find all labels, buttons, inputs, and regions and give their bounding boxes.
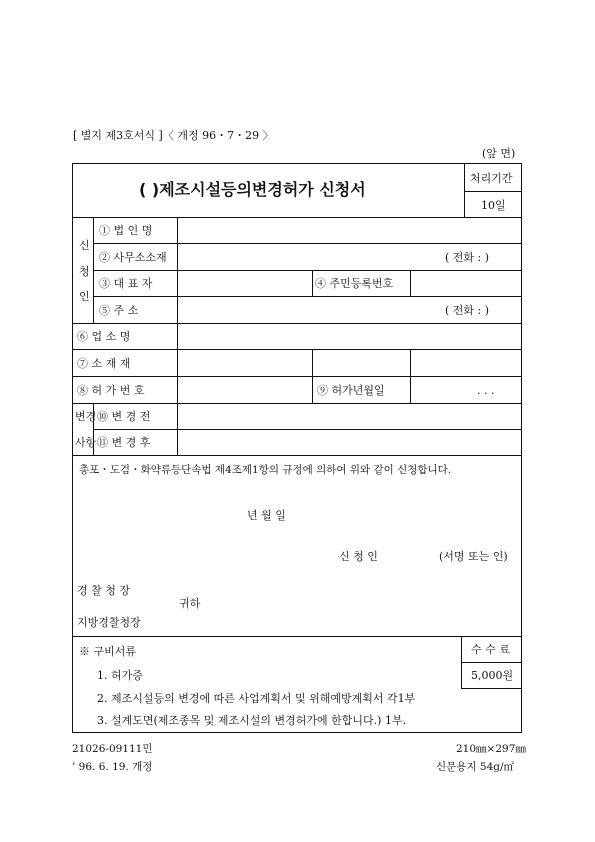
revision-note: ’ 96. 6. 19. 개정 [72, 761, 153, 773]
change-group-char-1: 변경 [75, 410, 97, 423]
recipient-honorific: 귀하 [179, 597, 201, 610]
rule-corp [93, 243, 521, 244]
rule-change-mid [93, 429, 521, 430]
applicant-group-char-3: 인 [79, 290, 90, 303]
fee-label: 수 수 료 [471, 643, 510, 656]
permit-date-value: . . . [477, 384, 495, 397]
rule-business [73, 349, 521, 350]
rule-processing-mid [464, 191, 521, 192]
document-item-2: 2. 제조시설등의 변경에 따른 사업계획서 및 위해예방계획서 각1부 [97, 692, 416, 705]
rule-change-bottom [73, 455, 521, 456]
rule-documents-top [73, 636, 521, 637]
rule-permit [73, 403, 521, 404]
applicant-group-char-2: 청 [79, 265, 90, 278]
document-item-3: 3. 설계도면(제조종목 및 제조시설의 변경허가에 한합니다.) 1부. [97, 714, 407, 727]
document-item-1: 1. 허가증 [97, 669, 143, 682]
paper-type: 신문용지 54g/㎡ [436, 761, 515, 773]
rule-mid-col-b [312, 349, 313, 403]
rule-rep [93, 296, 521, 297]
address-phone-label: ( 전화 : ) [445, 304, 490, 317]
applicant-sign-label: 신 청 인 [339, 550, 378, 563]
corp-name-label: ① 법 인 명 [99, 224, 153, 237]
resident-number-label: ④ 주민등록번호 [315, 277, 394, 290]
recipient-provincial-police: 지방경찰청장 [77, 616, 141, 629]
office-location-label: ② 사무소소재 [99, 251, 167, 264]
rule-right-col-a [410, 270, 411, 296]
office-phone-label: ( 전화 : ) [445, 251, 490, 264]
location-label: ⑦ 소 재 재 [77, 357, 131, 370]
form-code: 21026-09111민 [72, 743, 153, 755]
rule-fee-bottom [461, 688, 521, 689]
legal-statement: 총포・도검・화약류등단속법 제4조제1항의 규정에 의하여 위와 같이 신청합니다. [79, 464, 452, 476]
form-number-label: [ 별지 제3호서식 ]〈 개정 96・7・29 〉 [73, 129, 274, 142]
processing-period-value: 10일 [481, 199, 506, 212]
rule-fee-mid [461, 662, 521, 663]
permit-date-label: ⑨ 허가년월일 [317, 384, 385, 397]
signature-note: (서명 또는 인) [439, 550, 508, 563]
rule-label-col [177, 217, 178, 455]
rule-group-left [93, 217, 94, 323]
address-label: ⑤ 주 소 [99, 304, 139, 317]
documents-heading: ※ 구비서류 [79, 645, 137, 658]
paper-size: 210㎜×297㎜ [456, 743, 526, 755]
page-side-label: (앞 면) [482, 147, 516, 160]
permit-number-label: ⑧ 허 가 번 호 [77, 384, 145, 397]
rule-title-bottom [73, 217, 521, 218]
applicant-group-char-1: 신 [79, 239, 90, 252]
application-form [72, 163, 522, 733]
rule-processing-left [464, 164, 465, 217]
rule-fee-left [461, 636, 462, 688]
business-name-label: ⑥ 업 소 명 [77, 330, 131, 343]
form-title: ( )제조시설등의변경허가 신청서 [139, 180, 366, 199]
change-before-label: ⑩ 변 경 전 [97, 410, 151, 423]
fee-value: 5,000원 [471, 669, 514, 682]
rule-office [93, 270, 521, 271]
change-group-char-2: 사항 [75, 436, 97, 449]
rule-right-col-b [410, 349, 411, 403]
processing-period-label: 처리기간 [470, 172, 513, 185]
rule-applicant-bottom [73, 323, 521, 324]
recipient-national-police: 경 찰 청 장 [77, 584, 130, 597]
change-after-label: ⑪ 변 경 후 [97, 436, 151, 449]
rule-mid-col-a [312, 270, 313, 296]
representative-label: ③ 대 표 자 [99, 277, 153, 290]
rule-location [73, 376, 521, 377]
date-line: 년 월 일 [247, 509, 286, 522]
